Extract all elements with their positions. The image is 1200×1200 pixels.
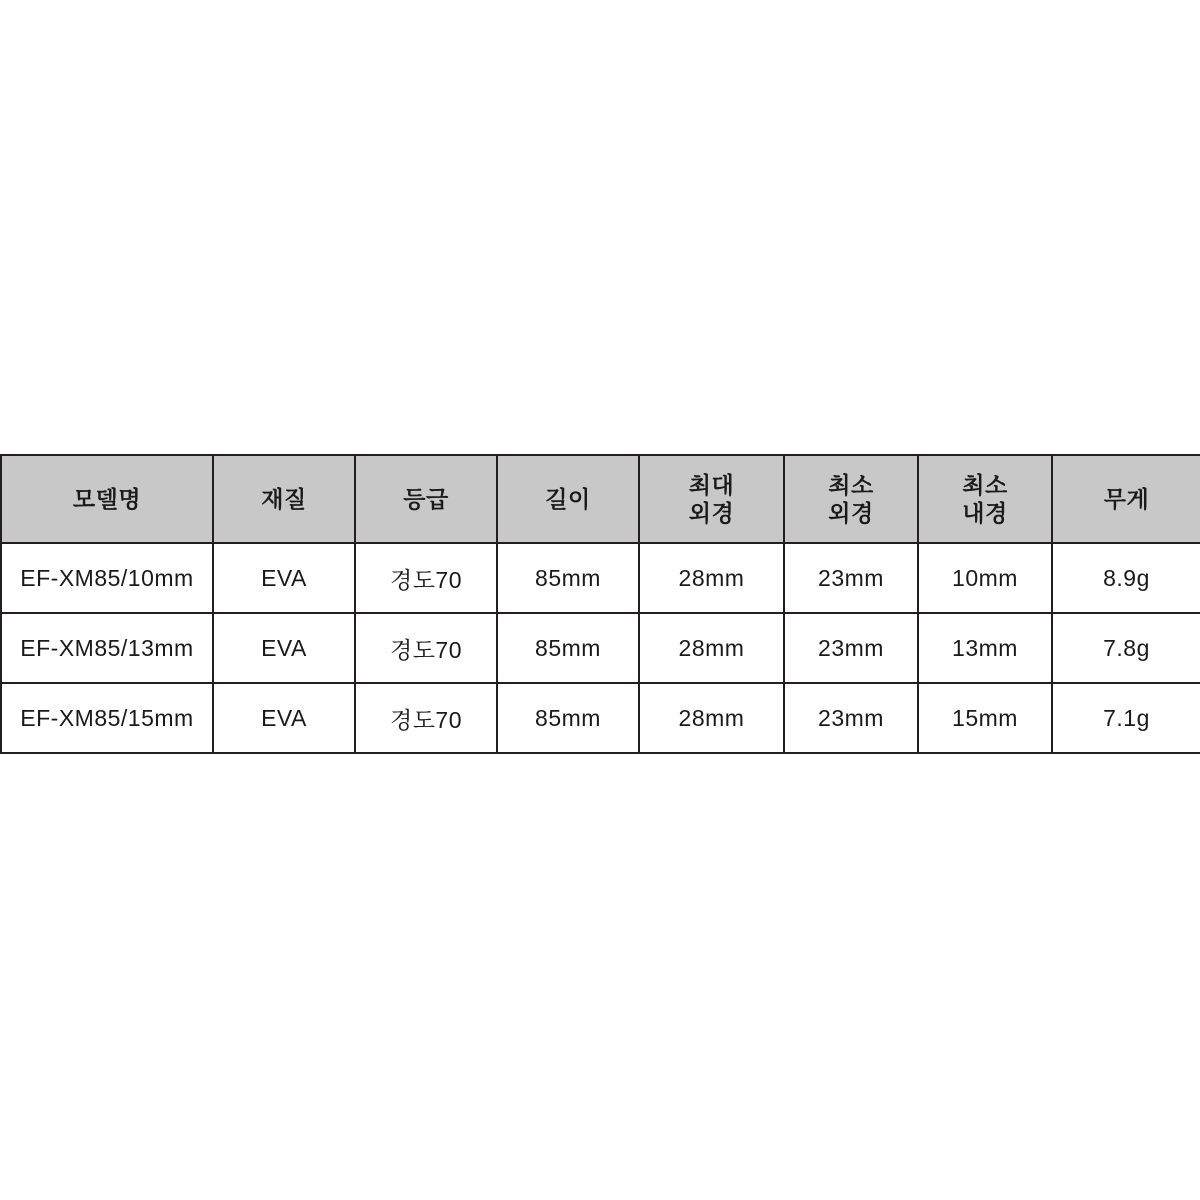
table-row (1, 543, 1200, 613)
cell-weight: 8.9g (1052, 543, 1200, 613)
cell-model: EF-XM85/13mm (1, 613, 213, 683)
product-spec-table (0, 454, 1200, 754)
cell-length: 85mm (497, 683, 639, 753)
cell-max-outer-diameter: 28mm (639, 683, 784, 753)
column-header-min-outer-diameter-line2: 외경 (828, 500, 874, 526)
cell-min-outer-diameter: 23mm (784, 683, 918, 753)
cell-grade: 경도70 (355, 613, 497, 683)
column-header-grade-label: 등급 (403, 485, 449, 512)
column-header-min-inner-diameter (918, 455, 1052, 543)
cell-min-outer-diameter: 23mm (784, 613, 918, 683)
column-header-max-outer-diameter-line2: 외경 (688, 500, 735, 526)
column-header-length (497, 455, 639, 543)
column-header-max-outer-diameter-line1: 최대 (688, 471, 735, 498)
column-header-material-label: 재질 (261, 485, 307, 512)
column-header-max-outer-diameter (639, 455, 784, 543)
cell-min-inner-diameter: 10mm (918, 543, 1052, 613)
cell-min-inner-diameter: 15mm (918, 683, 1052, 753)
cell-length: 85mm (497, 543, 639, 613)
column-header-material (213, 455, 355, 543)
cell-min-outer-diameter: 23mm (784, 543, 918, 613)
column-header-model-label: 모델명 (72, 485, 142, 512)
cell-model: EF-XM85/10mm (1, 543, 213, 613)
cell-grade: 경도70 (355, 683, 497, 753)
cell-grade: 경도70 (355, 543, 497, 613)
table-row (1, 683, 1200, 753)
column-header-min-outer-diameter-line1: 최소 (828, 471, 874, 498)
column-header-model (1, 455, 213, 543)
column-header-weight-label: 무게 (1103, 485, 1150, 512)
table-header-row (1, 455, 1200, 543)
column-header-min-inner-diameter-line2: 내경 (962, 500, 1008, 526)
cell-max-outer-diameter: 28mm (639, 543, 784, 613)
cell-material: EVA (213, 683, 355, 753)
column-header-grade (355, 455, 497, 543)
table-header (1, 455, 1200, 543)
cell-material: EVA (213, 543, 355, 613)
table-row (1, 613, 1200, 683)
cell-weight: 7.1g (1052, 683, 1200, 753)
cell-max-outer-diameter: 28mm (639, 613, 784, 683)
column-header-weight (1052, 455, 1200, 543)
column-header-min-inner-diameter-line1: 최소 (962, 471, 1008, 498)
column-header-min-outer-diameter (784, 455, 918, 543)
cell-model: EF-XM85/15mm (1, 683, 213, 753)
column-header-length-label: 길이 (545, 485, 591, 512)
cell-min-inner-diameter: 13mm (918, 613, 1052, 683)
table-body (1, 543, 1200, 753)
cell-weight: 7.8g (1052, 613, 1200, 683)
cell-length: 85mm (497, 613, 639, 683)
cell-material: EVA (213, 613, 355, 683)
spec-table-container (0, 454, 1200, 754)
